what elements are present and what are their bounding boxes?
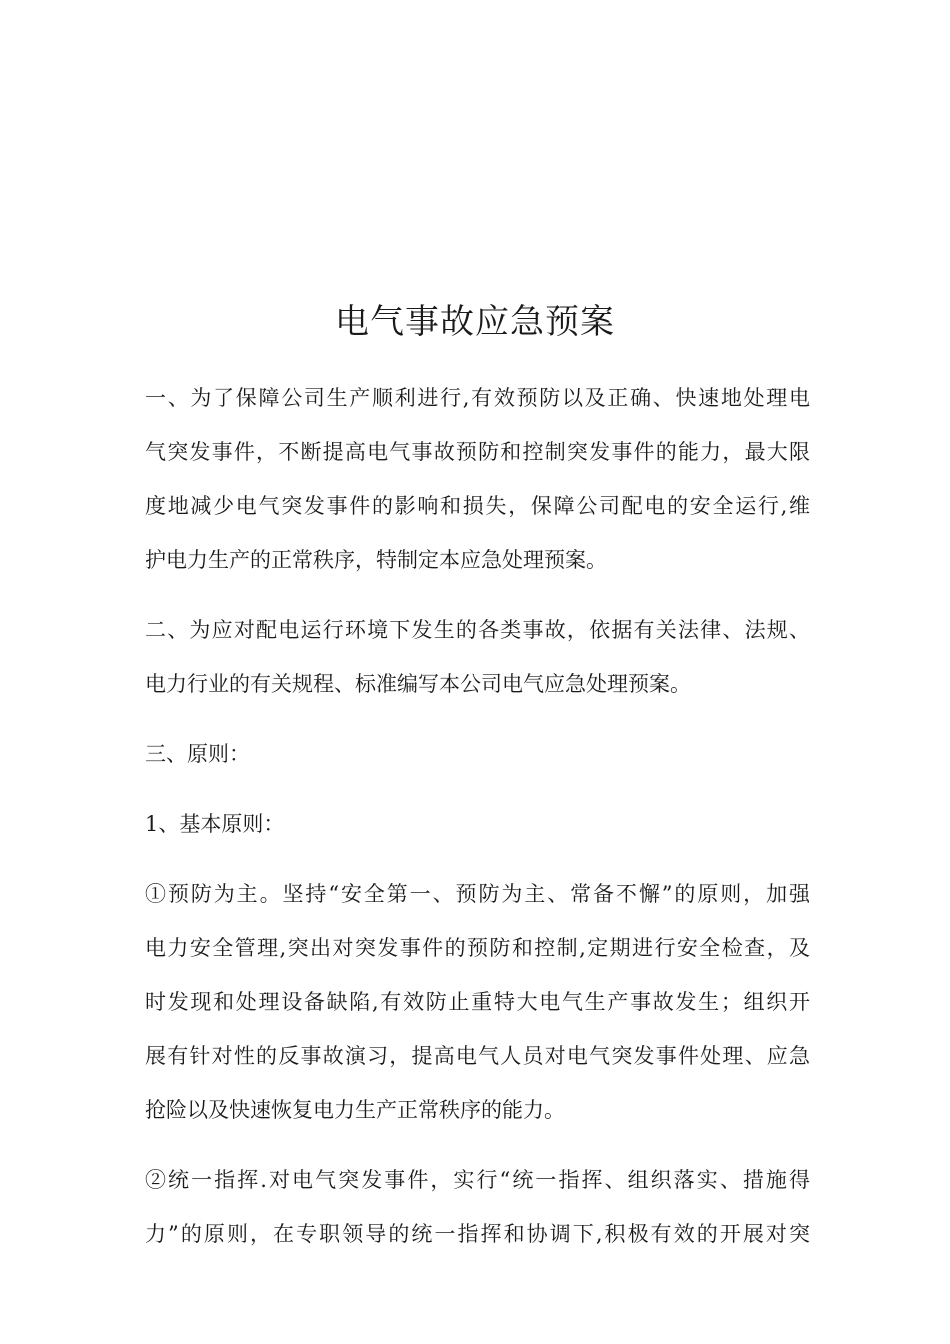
paragraph-6 (145, 1156, 810, 1264)
document-title: 电气事故应急预案 (335, 302, 615, 342)
paragraph-line: 力”的原则，在专职领导的统一指挥和协调下,积极有效的开展对突 (145, 1222, 810, 1246)
paragraph-1 (145, 374, 810, 590)
paragraph-line: 展有针对性的反事故演习，提高电气人员对电气突发事件处理、应急 (145, 1044, 810, 1068)
paragraph-line: 1、基本原则： (145, 812, 285, 836)
paragraph-line: ②统一指挥.对电气突发事件，实行“统一指挥、组织落实、措施得 (145, 1168, 810, 1192)
paragraph-3 (145, 730, 810, 784)
paragraph-line: 时发现和处理设备缺陷,有效防止重特大电气生产事故发生；组织开 (145, 990, 810, 1014)
paragraph-4 (145, 800, 810, 854)
paragraph-line: 一、为了保障公司生产顺利进行,有效预防以及正确、快速地处理电 (145, 386, 810, 410)
paragraph-line: 气突发事件，不断提高电气事故预防和控制突发事件的能力，最大限 (145, 440, 810, 464)
paragraph-line: ①预防为主。坚持“安全第一、预防为主、常备不懈”的原则，加强 (145, 882, 810, 906)
document-body (145, 374, 810, 1264)
paragraph-line: 护电力生产的正常秩序，特制定本应急处理预案。 (145, 548, 607, 572)
paragraph-5 (145, 870, 810, 1140)
paragraph-line: 电力行业的有关规程、标准编写本公司电气应急处理预案。 (145, 672, 691, 696)
paragraph-2 (145, 606, 810, 714)
paragraph-line: 抢险以及快速恢复电力生产正常秩序的能力。 (145, 1098, 565, 1122)
paragraph-line: 电力安全管理,突出对突发事件的预防和控制,定期进行安全检查，及 (145, 936, 810, 960)
paragraph-line: 二、为应对配电运行环境下发生的各类事故，依据有关法律、法规、 (145, 618, 810, 642)
paragraph-line: 度地减少电气突发事件的影响和损失，保障公司配电的安全运行,维 (145, 494, 810, 518)
paragraph-line: 三、原则： (145, 742, 250, 766)
